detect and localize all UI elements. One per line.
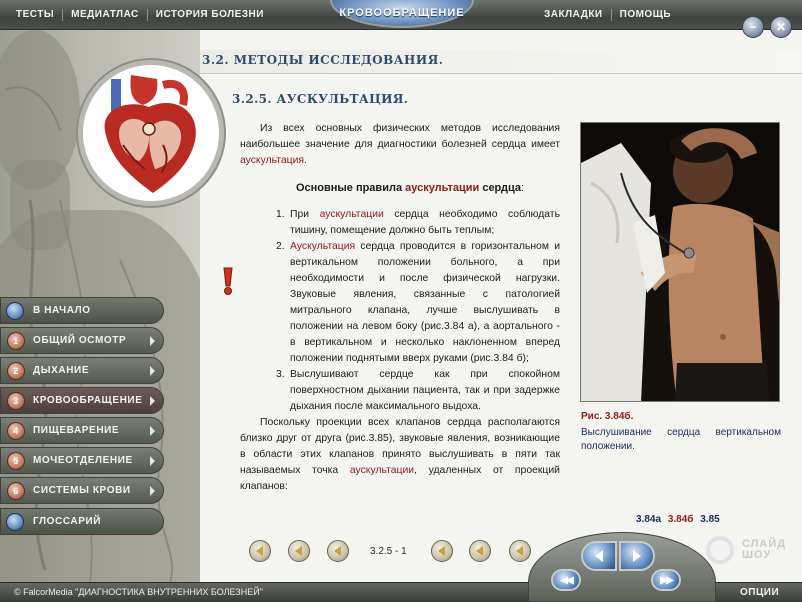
nav-item-label: ПИЩЕВАРЕНИЕ — [33, 425, 120, 436]
subsection-title: 3.2.5. АУСКУЛЬТАЦИЯ. — [232, 92, 409, 106]
page-indicator: 3.2.5 - 1 — [370, 546, 407, 557]
text-run: При — [290, 209, 320, 220]
list-number: 2. — [276, 241, 285, 252]
text-run: сердца необходимо соблюдать тишину, помещение должно быть теплым; — [290, 209, 560, 236]
figure-links — [636, 514, 724, 525]
nav-number-badge: 4 — [7, 422, 25, 440]
nav-item-circulation[interactable] — [0, 387, 164, 414]
list-number: 3. — [276, 369, 285, 380]
minimize-button[interactable]: − — [742, 16, 764, 38]
close-button[interactable]: ✕ — [770, 16, 792, 38]
nav-item-general-exam[interactable] — [0, 327, 164, 354]
text-run: Основные правила — [295, 182, 406, 194]
nav-item-breathing[interactable] — [0, 357, 164, 384]
menu-help[interactable]: ПОМОЩЬ — [619, 9, 672, 20]
figure-link-3-85[interactable]: 3.85 — [700, 514, 720, 525]
first-page-button[interactable] — [551, 569, 581, 591]
glossary-link-auscultation[interactable]: аускультации — [349, 465, 415, 476]
last-page-button[interactable] — [651, 569, 681, 591]
nav-start-label: В НАЧАЛО — [33, 305, 91, 316]
text-run: , удаленных от проекций клапанов: — [240, 465, 560, 492]
arrow-right-icon — [633, 550, 641, 562]
speaker-icon[interactable] — [431, 540, 453, 562]
rules-list — [276, 207, 560, 415]
nav-glossary[interactable] — [0, 508, 164, 535]
text-run: сердца — [479, 182, 521, 194]
list-item — [276, 239, 560, 367]
nav-item-label: КРОВООБРАЩЕНИЕ — [33, 395, 143, 406]
slideshow-label-line2: ШОУ — [742, 549, 772, 561]
nav-number-badge: 1 — [7, 332, 25, 350]
menu-mediatlas[interactable]: МЕДИАТЛАС — [63, 9, 148, 21]
text-run: : — [521, 182, 525, 194]
intro-paragraph — [240, 121, 560, 169]
chevron-right-icon — [150, 486, 155, 496]
auscultation-photo-illustration — [581, 123, 780, 402]
figure-label: Рис. 3.84б. — [581, 411, 634, 422]
glossary-link-auscultation[interactable]: аускультации — [405, 182, 480, 194]
slideshow-icon — [706, 536, 734, 564]
section-header — [200, 50, 802, 74]
nav-number-badge: 6 — [7, 482, 25, 500]
top-menu-bar — [0, 0, 802, 30]
double-arrow-left-icon: ◀◀ — [560, 574, 572, 586]
chevron-right-icon — [150, 396, 155, 406]
nav-start[interactable] — [0, 297, 164, 324]
nav-item-label: ОБЩИЙ ОСМОТР — [33, 335, 127, 346]
chevron-right-icon — [150, 366, 155, 376]
figure-link-3-84a[interactable]: 3.84а — [636, 514, 662, 525]
text-run: Выслушивают сердце как при спокойном поверхностном дыхании пациента, так и при задержке дыхания после максимального выдоха. — [290, 369, 560, 412]
list-number: 1. — [276, 209, 285, 220]
attention-icon[interactable] — [222, 266, 234, 296]
copyright-text: © FalcorMedia "ДИАГНОСТИКА ВНУТРЕННИХ БОЛЕЗНЕЙ" — [14, 587, 263, 597]
text-run: сердца проводится в горизонтальном и вертикальном положении больного, а при необходимости и после физической нагрузки. Звуковые явления, связанные с патологией митрального клапана, лучше выслушивать в положении на левом боку (рис.3.84 а), а аортального - в вертикальном и несколько наклоненном вперед положении поднятыми вверх руками (рис.3.84 б); — [290, 241, 560, 364]
figure-photo[interactable] — [580, 122, 780, 402]
nav-item-label: СИСТЕМЫ КРОВИ — [33, 485, 131, 496]
nav-item-urination[interactable] — [0, 447, 164, 474]
speaker-icon[interactable] — [327, 540, 349, 562]
menu-tests[interactable]: ТЕСТЫ — [8, 9, 63, 21]
nav-number-badge: 2 — [7, 362, 25, 380]
speaker-icon[interactable] — [288, 540, 310, 562]
menu-case-history[interactable]: ИСТОРИЯ БОЛЕЗНИ — [155, 9, 264, 20]
slideshow-label-line1: СЛАЙД — [742, 538, 787, 550]
nav-item-label: ДЫХАНИЕ — [33, 365, 90, 376]
closing-paragraph — [240, 415, 560, 495]
options-button[interactable]: ОПЦИИ — [740, 587, 780, 598]
glossary-link-auscultation[interactable]: аускультация — [240, 155, 305, 166]
nav-number-badge: 3 — [7, 392, 25, 410]
figure-caption: Выслушивание сердца вертикальном положении. — [581, 427, 781, 452]
nav-number-badge: 5 — [7, 452, 25, 470]
nav-item-label: МОЧЕОТДЕЛЕНИЕ — [33, 455, 133, 466]
glossary-icon — [6, 513, 24, 531]
page-navigation-console — [528, 532, 716, 602]
rules-heading — [240, 180, 560, 196]
glossary-link-auscultation[interactable]: Аускультация — [290, 241, 356, 252]
heart-illustration — [78, 60, 224, 206]
figure-link-3-84b[interactable]: 3.84б — [667, 514, 694, 525]
text-run: Из всех основных физических методов исследования наибольшее значение для диагностики болезней сердца имеет — [240, 123, 560, 150]
current-topic-badge: КРОВООБРАЩЕНИЕ — [330, 0, 474, 28]
list-item — [276, 207, 560, 239]
article-text — [240, 121, 560, 495]
next-page-button[interactable] — [619, 541, 655, 571]
text-run: Поскольку проекции всех клапанов сердца располагаются близко друг от друга (рис.3.85), звуковые явления, возникающие в области этих клапанов принято выслушивать в пяти так называемых точка — [240, 417, 560, 476]
nav-item-digestion[interactable] — [0, 417, 164, 444]
list-item — [276, 367, 560, 415]
slideshow-button[interactable] — [706, 535, 786, 565]
chevron-right-icon — [150, 336, 155, 346]
chevron-right-icon — [150, 426, 155, 436]
nav-glossary-label: ГЛОССАРИЙ — [33, 516, 102, 527]
arrow-left-icon — [595, 550, 603, 562]
chevron-right-icon — [150, 456, 155, 466]
text-run: . — [304, 155, 307, 166]
glossary-link-auscultation[interactable]: аускультации — [319, 209, 384, 220]
previous-page-button[interactable] — [581, 541, 617, 571]
speaker-icon[interactable] — [509, 540, 531, 562]
section-title: 3.2. МЕТОДЫ ИССЛЕДОВАНИЯ. — [202, 53, 444, 67]
menu-bookmarks[interactable]: ЗАКЛАДКИ — [536, 9, 612, 21]
start-icon — [6, 302, 24, 320]
speaker-icon[interactable] — [469, 540, 491, 562]
speaker-icon[interactable] — [249, 540, 271, 562]
double-arrow-right-icon: ▶▶ — [660, 574, 672, 586]
slideshow-label — [742, 539, 786, 561]
nav-item-blood-systems[interactable] — [0, 477, 164, 504]
